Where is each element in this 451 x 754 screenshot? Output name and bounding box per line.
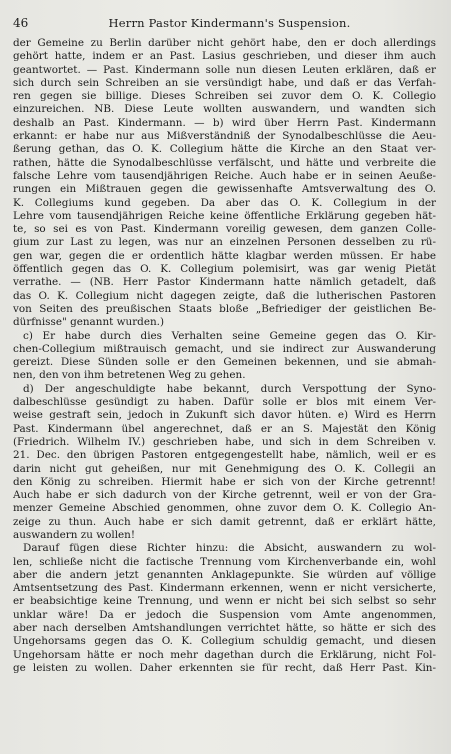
text-line: dalbeschlüsse gesündigt zu haben. Dafür solle er blos mit einem Ver- [13,396,436,409]
text-line: Lehre vom tausendjährigen Reiche keine öffentliche Erklärung gegeben hät- [13,209,436,222]
text-line: d) Der angeschuldigte habe bekannt, durch Verspottung der Syno- [23,382,436,395]
text-line: der Gemeine zu Berlin darüber nicht gehört habe, den er doch allerdings [13,37,436,49]
text-line: sich durch sein Schreiben an sie versündigt habe, und daß er das Verfah- [13,76,436,89]
text-line: dürfnisse" genannt wurden.) [13,316,165,329]
page-number: 46 [13,16,29,30]
text-line: zeige zu thun. Auch habe er sich damit getrennt, daß er erklärt hätte, [13,515,436,528]
text-line: ren gegen sie billige. Dieses Schreiben sei zuvor dem O. K. Collegio [13,90,436,103]
text-line: gereizt. Diese Sünden solle er den Gemeinen bekennen, und sie abmah- [13,356,436,369]
text-line: den König zu schreiben. Hiermit habe er sich von der Kirche getrennt! [13,475,436,488]
text-line: 21. Dec. den übrigen Pastoren entgegengestellt habe, nämlich, weil er es [13,449,436,462]
text-line: ßerung gethan, das O. K. Collegium hätte die Kirche an den Staat ver- [13,143,436,156]
body-text [13,37,436,675]
text-line: Past. Kindermann übel angerechnet, daß er an S. Majestät den König [13,422,436,435]
text-line: gium zur Last zu legen, was nur an einzelnen Personen desselben zu rü- [13,236,436,249]
text-line: von Seiten des preußischen Staats bloße „Befriediger der geistlichen Be- [13,302,436,315]
text-line: darin nicht gut geheißen, nur mit Genehmigung des O. K. Collegii an [13,462,436,475]
text-line: gen war, gegen die er ordentlich hätte klagbar werden müssen. Er habe [13,249,436,262]
text-line: gehört hatte, indem er an Past. Lasius geschrieben, und dieser ihm auch [13,50,436,63]
text-line: (Friedrich. Wilhelm IV.) geschrieben habe, und sich in dem Schreiben v. [13,435,436,448]
text-line: einzureichen. NB. Diese Leute wollten auswandern, und wandten sich [13,103,436,116]
text-line: deshalb an Past. Kindermann. — b) wird über Herrn Past. Kindermann [13,116,436,129]
text-line: Ungehorsam hätte er noch mehr dagethan durch die Erklärung, nicht Fol- [13,648,436,661]
text-line: c) Er habe durch dies Verhalten seine Gemeine gegen das O. Kir- [23,329,436,342]
text-line: geantwortet. — Past. Kindermann solle nun diesen Leuten erklären, daß er [13,63,436,76]
text-line: Ungehorsams gegen das O. K. Collegium schuldig gemacht, und diesen [13,635,436,648]
running-title: Herrn Pastor Kindermann's Suspension. [108,16,351,30]
page-header [13,16,436,33]
text-line: unklar wäre! Da er jedoch die Suspension vom Amte angenommen, [13,608,436,621]
text-line: erkannt: er habe nur aus Mißverständniß der Synodalbeschlüsse die Aeu- [13,130,436,143]
text-line: menzer Gemeine Abschied genommen, ohne zuvor dem O. K. Collegio An- [13,502,436,515]
text-line: das O. K. Collegium nicht dagegen zeigte, daß die lutherischen Pastoren [13,289,436,302]
text-line: ge leisten zu wollen. Daher erkennten sie für recht, daß Herr Past. Kin- [13,661,436,674]
text-line: Darauf fügen diese Richter hinzu: die Absicht, auswandern zu wol- [23,542,436,555]
text-line: aber nach derselben Amtshandlungen verrichtet hätte, so hätte er sich des [13,622,436,635]
text-line: er beabsichtige keine Trennung, und wenn er nicht bei sich selbst so sehr [13,595,436,608]
text-line: K. Collegiums kund gegeben. Da aber das O. K. Collegium in der [13,196,436,209]
text-line: rungen ein Mißtrauen gegen die gewissenhafte Amtsverwaltung des O. [13,183,436,196]
text-line: len, schließe nicht die factische Trennung vom Kirchenverbande ein, wohl [13,555,436,568]
text-line: auswandern zu wollen! [13,528,136,541]
text-line: falsche Lehre vom tausendjährigen Reiche. Auch habe er in seinen Aeuße- [13,169,436,182]
text-line: nen, den von ihm betretenen Weg zu gehen. [13,369,246,382]
text-line: te, so sei es von Past. Kindermann voreilig gewesen, dem ganzen Colle- [13,223,436,236]
text-line: aber die andern jetzt genannten Anklagepunkte. Sie würden auf völlige [13,568,436,581]
text-line: öffentlich gegen das O. K. Collegium polemisirt, was gar wenig Pietät [13,263,436,276]
text-line: verrathe. — (NB. Herr Pastor Kindermann hatte nämlich getadelt, daß [13,276,436,289]
text-line: Auch habe er sich dadurch von der Kirche getrennt, weil er von der Gra- [13,489,436,502]
text-line: Amtsentsetzung des Past. Kindermann erkennen, wenn er nicht versicherte, [13,582,436,595]
text-line: rathen, hätte die Synodalbeschlüsse verfälscht, und hätte und verbreite die [13,156,436,169]
text-line: weise gestraft sein, jedoch in Zukunft sich davor hüten. e) Wird es Herrn [13,409,436,422]
text-line: chen-Collegium mißtrauisch gemacht, und sie indirect zur Auswanderung [13,342,436,355]
